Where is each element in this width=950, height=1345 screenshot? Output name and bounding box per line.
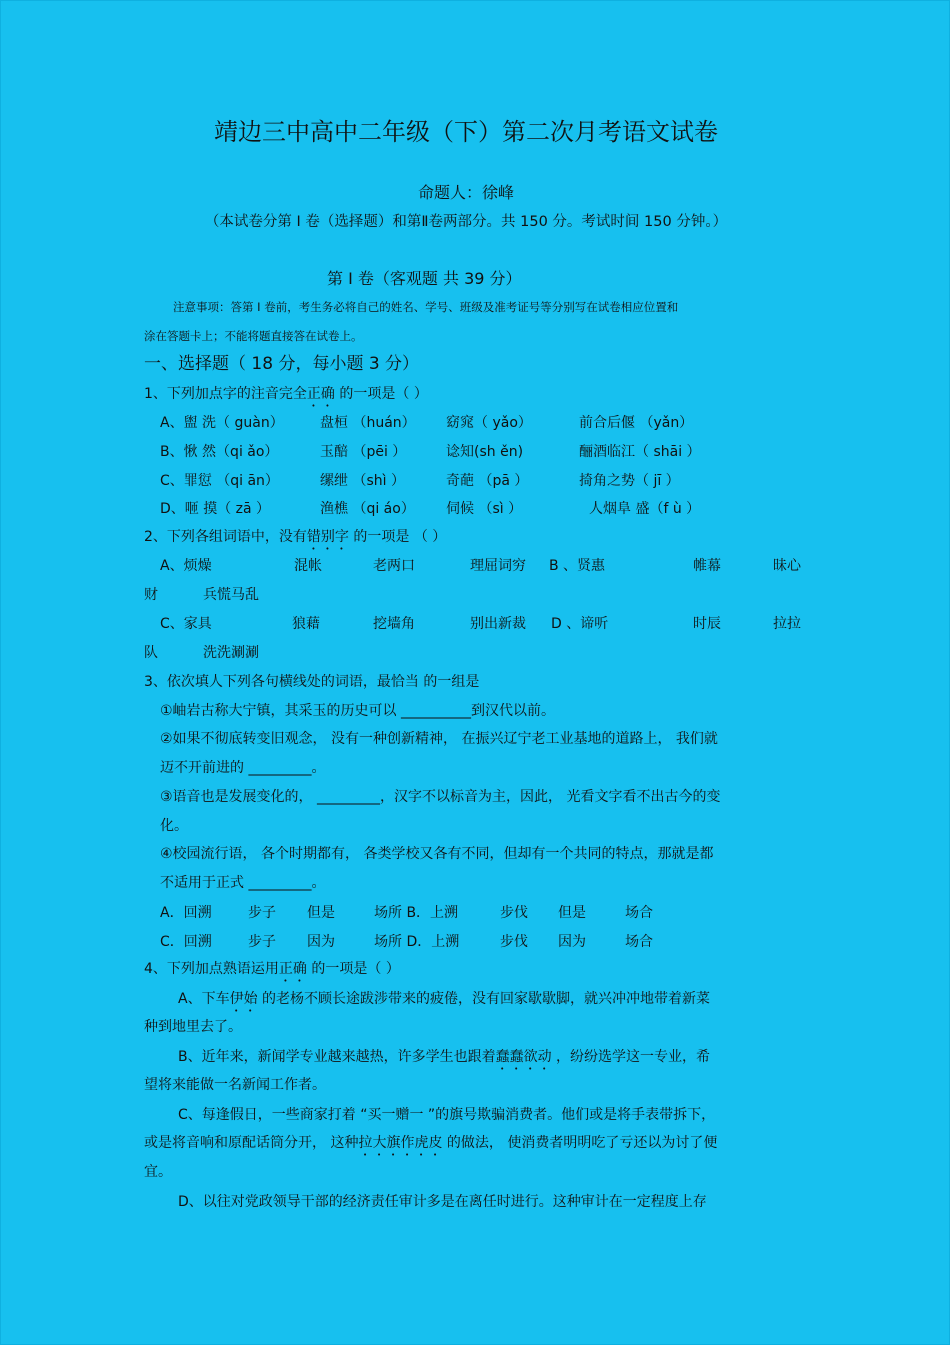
q4-option-b-line2: 望将来能做一名新闻工作者。 <box>144 1077 326 1093</box>
q3-opt-b-1: 场所 B．上溯 <box>374 905 459 921</box>
author-line: 命题人：徐峰 <box>417 183 514 202</box>
q2-stem-tail: 的一项是 （ ） <box>348 529 447 545</box>
q4-a-tail: 的老杨不顾长途跋涉带来的疲倦，没有回家歇歇脚，就兴冲冲地带着新菜 <box>257 991 711 1007</box>
q1-d-2: 渔樵 （qi áo） <box>320 501 415 517</box>
q4-option-c-line3: 宜。 <box>144 1164 172 1180</box>
q2-a-2: 混帐 <box>294 558 322 574</box>
q4-option-d-line1: D、以往对党政领导干部的经济责任审计多是在离任时进行。这种审计在一定程度上存 <box>178 1194 707 1210</box>
q1-c-3: 奇葩 （pā ） <box>446 473 529 489</box>
q3-sentence-1: ①岫岩古称大宁镇，其采玉的历史可以 __________到汉代以前。 <box>160 703 555 719</box>
q1-b-3: 谂知(sh ěn) <box>446 444 524 460</box>
q2-b-4: 财 <box>144 587 158 603</box>
q3-opt-d-4: 场合 <box>625 934 653 950</box>
q2-b-5: 兵慌马乱 <box>203 587 259 603</box>
q3-opt-c-2: 步子 <box>248 934 276 950</box>
q1-b-1: B、愀 然（qi ǎo） <box>160 444 279 460</box>
q1-stem-dotted: 正确 <box>306 386 335 402</box>
q4-option-c-line2 <box>144 1133 717 1159</box>
q3-opt-b-2: 步伐 <box>500 905 528 921</box>
q1-stem-tail: 的一项是（ ） <box>334 386 428 402</box>
q2-d-1: D 、谛听 <box>551 616 609 632</box>
q3-stem-text: 3、依次填人下列各句横线处的词语，最恰当 <box>144 674 419 690</box>
q3-opt-a-1: A．回溯 <box>160 905 212 921</box>
q1-d-1: D、咂 摸（ zā ） <box>160 501 271 517</box>
q3-sentence-4a: ④校园流行语， 各个时期都有， 各类学校又各有不同，但却有一个共同的特点，那就是都 <box>160 846 714 862</box>
q4-option-a-line1 <box>178 989 710 1015</box>
q4-c-tail: 的做法， 使消费者明明吃了亏还以为讨了便 <box>442 1135 718 1151</box>
q4-b-text: B、近年来，新闻学专业越来越热，许多学生也跟着 <box>178 1049 496 1065</box>
q2-c-4: 别出新裁 <box>470 616 526 632</box>
q4-c-dotted: 拉大旗作虎皮 <box>358 1135 443 1151</box>
q4-option-c-line1: C、每逢假日，一些商家打着 “买一赠一 ”的旗号欺骗消费者。他们或是将手表带拆下， <box>178 1107 716 1123</box>
q2-stem-text: 2、下列各组词语中，没有 <box>144 529 307 545</box>
q1-a-2: 盘桓 （huán） <box>320 415 416 431</box>
q3-opt-c-1: C．回溯 <box>160 934 212 950</box>
q1-c-2: 缧绁 （shì ） <box>320 473 405 489</box>
q2-b-1: B 、贤惠 <box>549 558 606 574</box>
question-1-stem <box>144 384 428 410</box>
q2-a-1: A、烦燥 <box>160 558 212 574</box>
q3-opt-b-4: 场合 <box>625 905 653 921</box>
q1-a-3: 窈窕（ yǎo） <box>446 415 532 431</box>
q2-c-2: 狼藉 <box>292 616 320 632</box>
q3-opt-b-3: 但是 <box>558 905 586 921</box>
q1-b-4: 酾酒临江（ shāi ） <box>579 444 701 460</box>
q3-sentence-2a: ②如果不彻底转变旧观念， 没有一种创新精神， 在振兴辽宁老工业基地的道路上， 我们就 <box>160 731 718 747</box>
q1-c-4: 掎角之势（ jī ） <box>579 473 680 489</box>
q2-a-3: 老两口 <box>373 558 415 574</box>
q1-stem-text: 1、下列加点字的注音完全 <box>144 386 307 402</box>
q4-stem-text: 4、下列加点熟语运用 <box>144 961 279 977</box>
q4-c-text: 或是将音响和原配话筒分开， 这种 <box>144 1135 359 1151</box>
q3-stem-tail: 的一组是 <box>418 674 480 690</box>
q3-sentence-2b: 迈不开前进的 _________。 <box>160 760 326 776</box>
q3-sentence-3a: ③语音也是发展变化的， _________，汉字不以标音为主，因此， 光看文字看不出古今的变 <box>160 789 721 805</box>
q2-b-3: 昧心 <box>773 558 801 574</box>
q4-stem-tail: 的一项是（ ） <box>306 961 400 977</box>
question-2-stem <box>144 527 446 553</box>
exam-title: 靖边三中高中二年级（下）第二次月考语文试卷 <box>214 118 718 146</box>
q3-opt-d-2: 步伐 <box>500 934 528 950</box>
q4-stem-dotted: 正确 <box>278 961 307 977</box>
q2-d-3: 拉拉 <box>773 616 801 632</box>
q1-a-4: 前合后偃 （yǎn） <box>579 415 694 431</box>
q4-b-dotted: 蠢蠢欲动 <box>495 1049 552 1065</box>
q2-d-4: 队 <box>144 645 158 661</box>
q2-a-4: 理屈词穷 <box>470 558 526 574</box>
q2-c-1: C、家具 <box>160 616 212 632</box>
q4-option-a-line2: 种到地里去了。 <box>144 1019 242 1035</box>
q1-c-1: C、罪愆 （qi ān） <box>160 473 279 489</box>
q3-opt-a-3: 但是 <box>307 905 335 921</box>
q1-a-1: A、盥 洗（ guàn） <box>160 415 284 431</box>
q4-option-b-line1 <box>178 1047 710 1073</box>
question-4-stem <box>144 959 400 985</box>
q2-b-2: 帷幕 <box>693 558 721 574</box>
q4-b-tail: ，纷纷选学这一专业，希 <box>551 1049 711 1065</box>
question-3-stem <box>144 672 479 692</box>
q3-opt-a-2: 步子 <box>248 905 276 921</box>
q3-opt-d-1: 场所 D．上溯 <box>374 934 460 950</box>
q3-opt-c-3: 因为 <box>307 934 335 950</box>
q3-sentence-4b: 不适用于正式 _________。 <box>160 875 326 891</box>
q1-d-4: 人烟阜 盛（f ù ） <box>589 501 701 517</box>
q1-b-2: 玉醅 （pēi ） <box>320 444 407 460</box>
q2-c-3: 挖墙角 <box>373 616 415 632</box>
q4-a-dotted: 伊始 <box>229 991 258 1007</box>
notice-line-2: 涂在答题卡上；不能将题直接答在试卷上。 <box>144 329 363 343</box>
q2-stem-dotted: 错别字 <box>306 529 349 545</box>
q3-opt-d-3: 因为 <box>558 934 586 950</box>
exam-instructions: （本试卷分第 I 卷（选择题）和第Ⅱ卷两部分。共 150 分。考试时间 150 分钟。） <box>204 214 728 230</box>
section-1-heading: 一、选择题（ 18 分，每小题 3 分） <box>144 354 420 374</box>
q4-a-text: A、下车 <box>178 991 230 1007</box>
q2-d-5: 洗洗涮涮 <box>203 645 259 661</box>
q2-d-2: 时辰 <box>693 616 721 632</box>
part1-heading: 第 I 卷（客观题 共 39 分） <box>327 269 522 288</box>
q1-d-3: 伺候 （sì ） <box>446 501 523 517</box>
notice-line-1: 注意事项：答第 I 卷前，考生务必将自己的姓名、学号、班级及准考证号等分别写在试卷相应位置和 <box>173 300 679 314</box>
q1-option-a <box>160 413 284 433</box>
q3-sentence-3b: 化。 <box>160 818 188 834</box>
